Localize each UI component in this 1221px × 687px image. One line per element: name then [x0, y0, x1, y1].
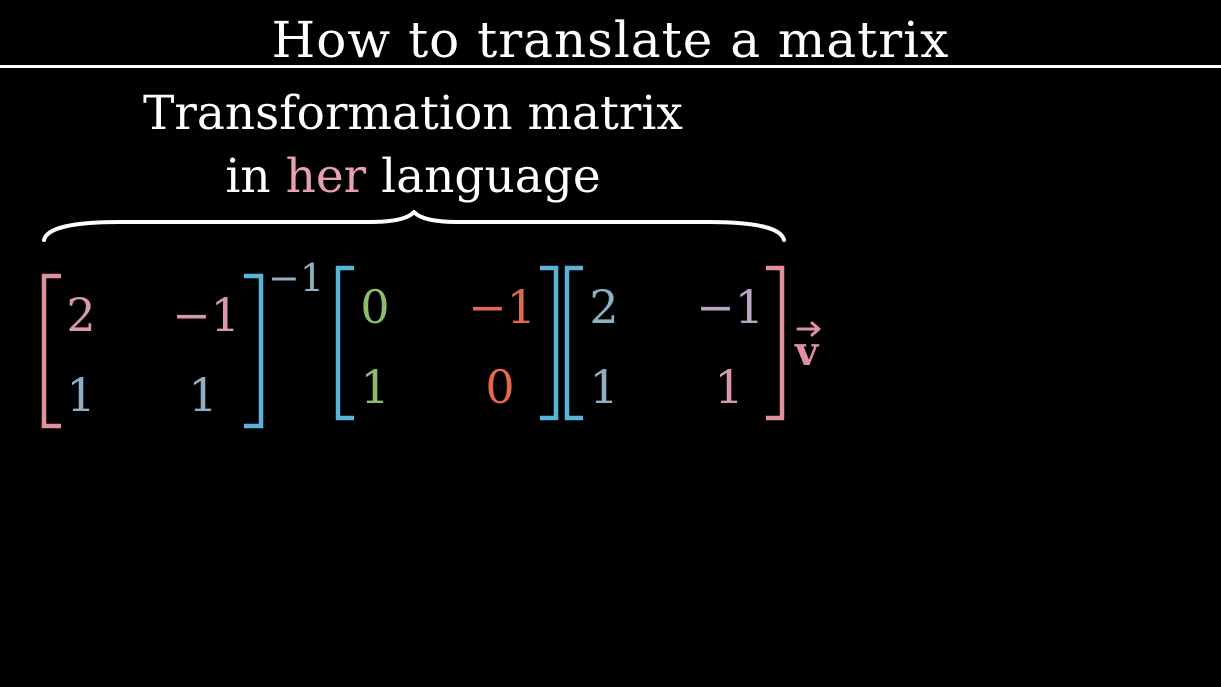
inverse-superscript: −1: [268, 256, 325, 300]
caption-prefix: in: [225, 149, 286, 204]
matrix3-cell-c: 1: [589, 360, 619, 414]
vector-v: v: [795, 328, 819, 375]
page-title: How to translate a matrix: [271, 11, 950, 69]
matrix3-cell-d: 1: [714, 360, 744, 414]
matrix1-cell-c: 1: [66, 368, 96, 422]
matrix2-cell-c: 1: [360, 360, 390, 414]
matrix3-cell-b: −1: [696, 280, 764, 334]
matrix3-cell-a: 2: [589, 280, 619, 334]
caption-line-1: Transformation matrix: [143, 86, 683, 141]
matrix1-cell-d: 1: [188, 368, 218, 422]
matrix1-cell-a: 2: [66, 288, 96, 342]
matrix2-cell-a: 0: [360, 280, 390, 334]
matrix2-cell-d: 0: [485, 360, 515, 414]
matrix1-cell-b: −1: [172, 288, 240, 342]
caption-highlight-her: her: [285, 149, 367, 204]
matrix2-cell-b: −1: [468, 280, 536, 334]
curly-brace: [44, 212, 784, 240]
caption-suffix: language: [366, 149, 601, 204]
